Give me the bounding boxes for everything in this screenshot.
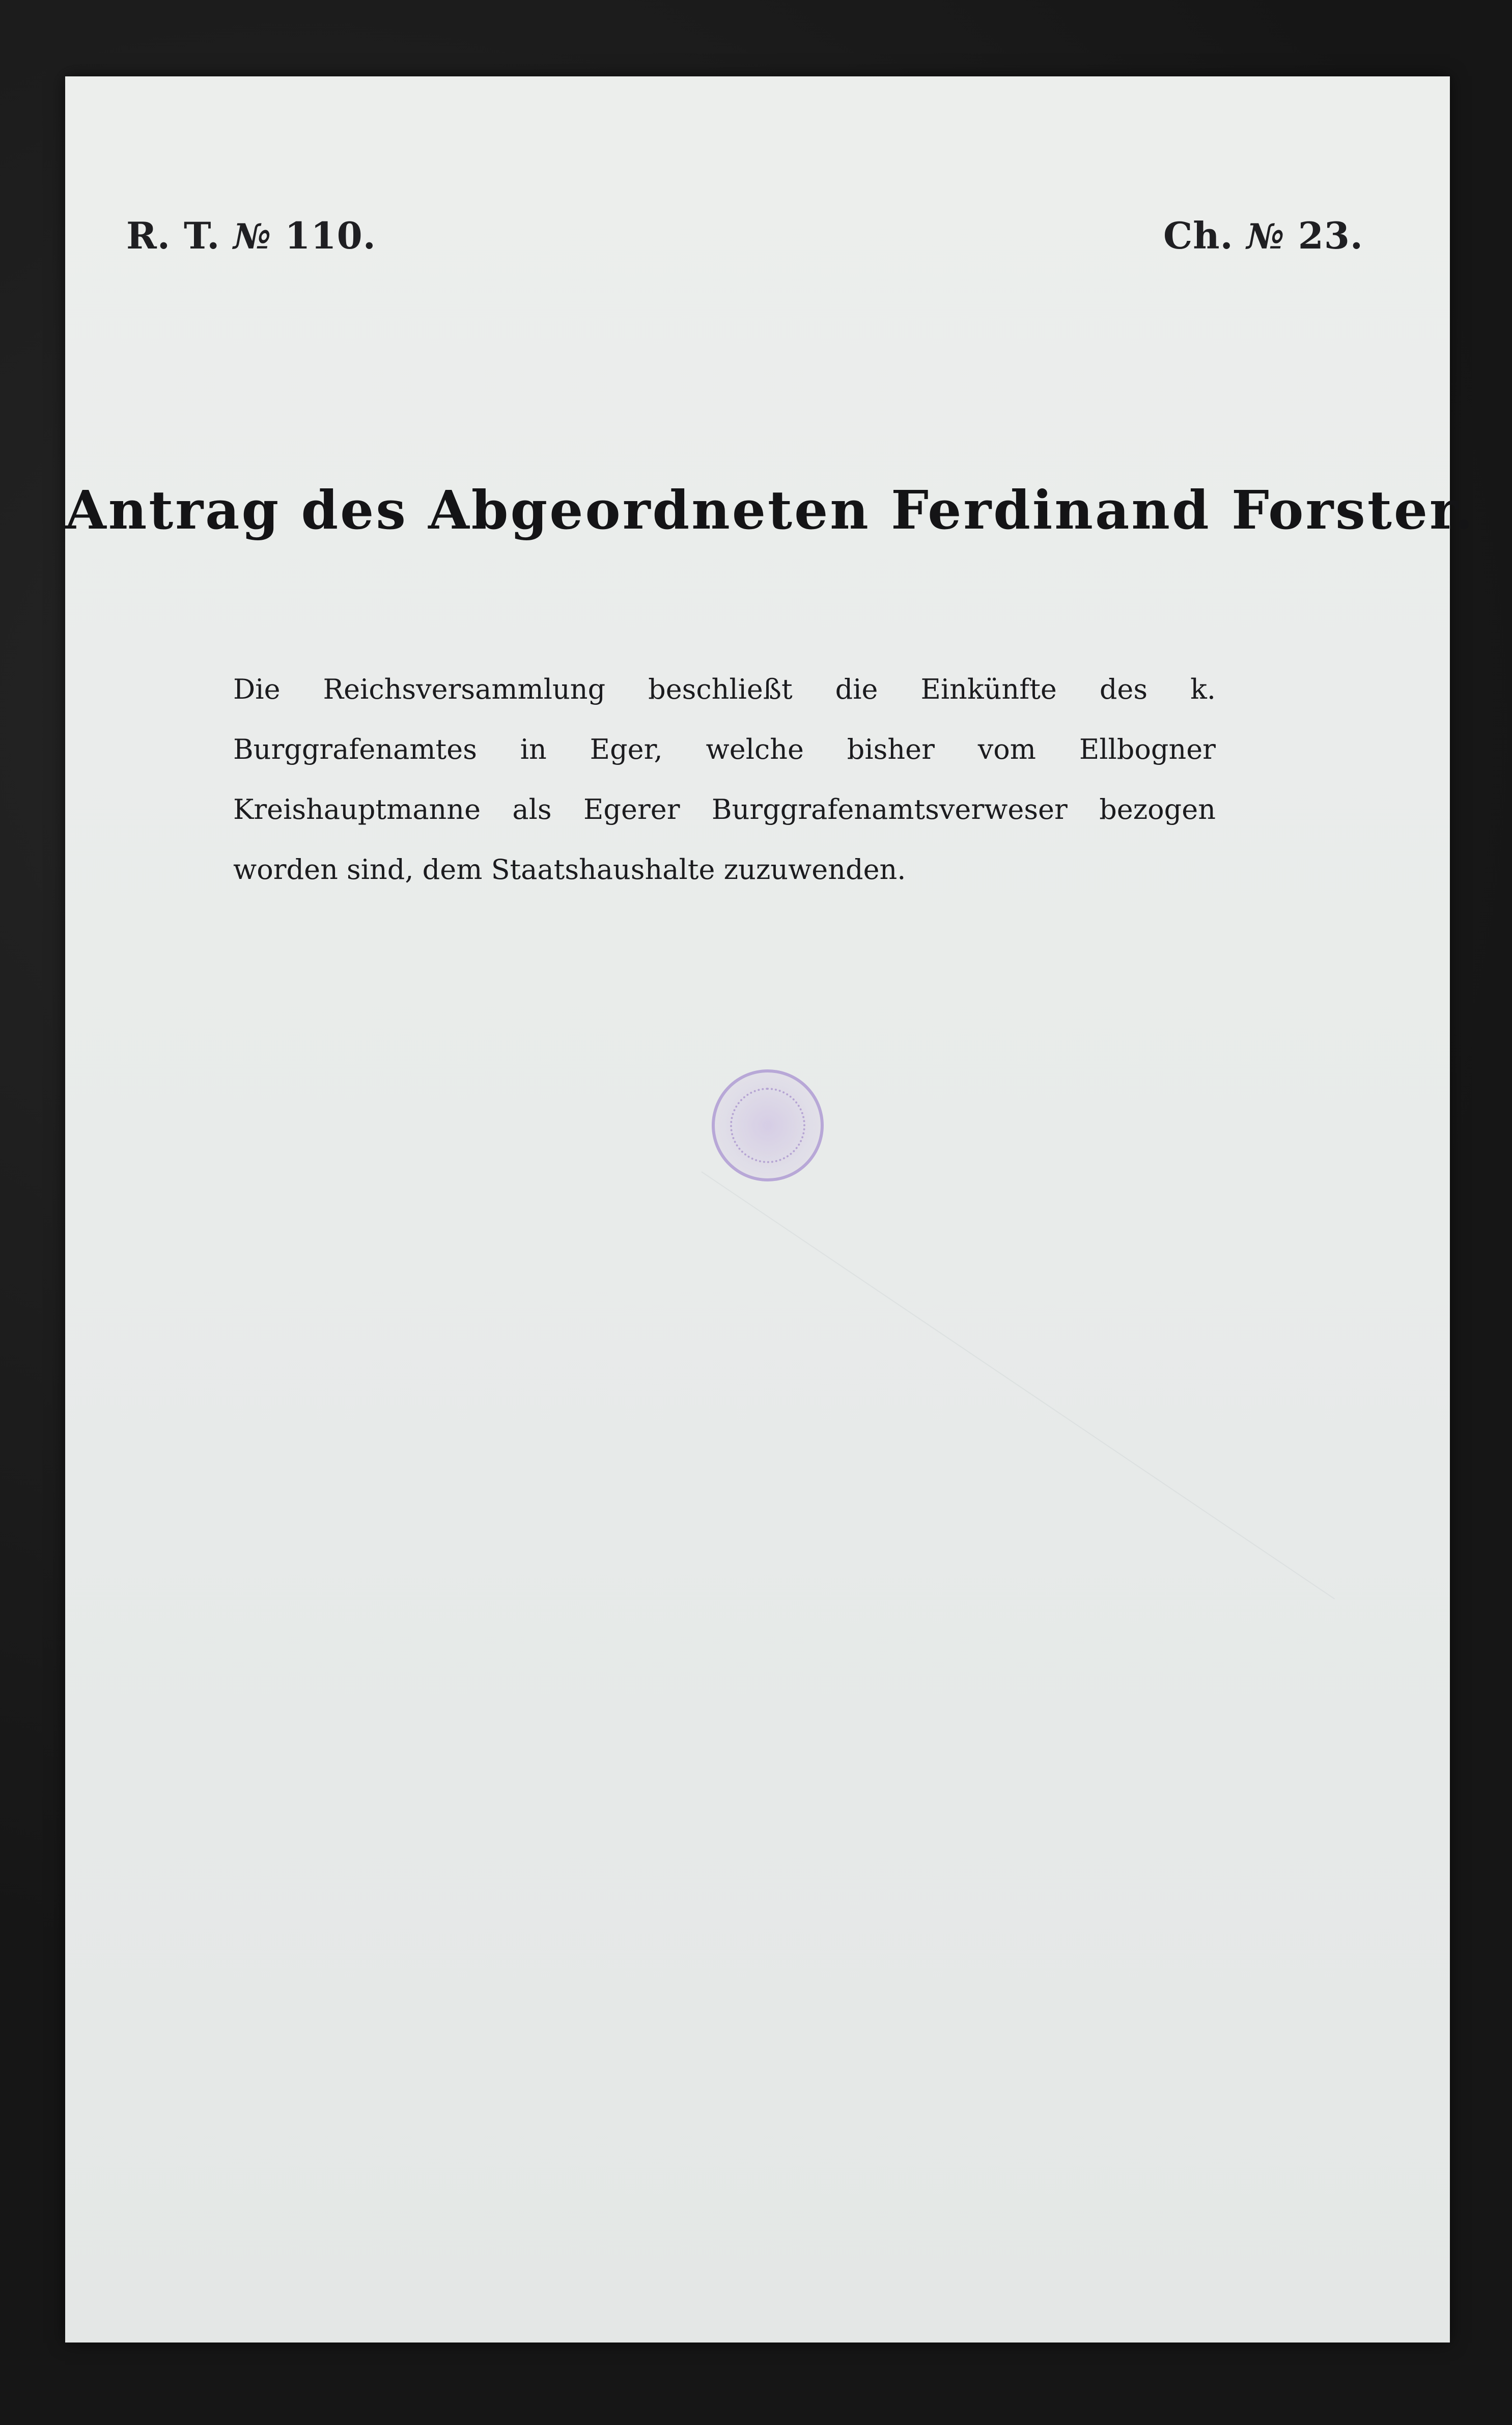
seal-inner-ring <box>730 1088 805 1163</box>
number-sign: № <box>1246 216 1285 257</box>
document-page <box>65 76 1475 2343</box>
reference-prefix: R. T. <box>126 214 220 257</box>
chapter-reference <box>1163 214 1363 257</box>
reference-number: 23. <box>1298 214 1363 257</box>
reference-prefix: Ch. <box>1163 214 1234 257</box>
motion-text: Die Reichsversammlung beschließt die Einkünfte des k. Burggrafenamtes in Eger, welche bisher vom Ellbogner Kreishauptmanne als Egerer Burggrafenamtsverweser bezogen worden sind, dem Staatshaushalte zuzuwenden. <box>233 673 1216 886</box>
number-sign: № <box>233 216 272 257</box>
reference-number: 110. <box>285 214 376 257</box>
reichstag-reference <box>126 214 376 257</box>
document-title: Antrag des Abgeordneten Ferdinand Forster. <box>65 479 1475 541</box>
seal-stamp-icon <box>712 1069 824 1181</box>
